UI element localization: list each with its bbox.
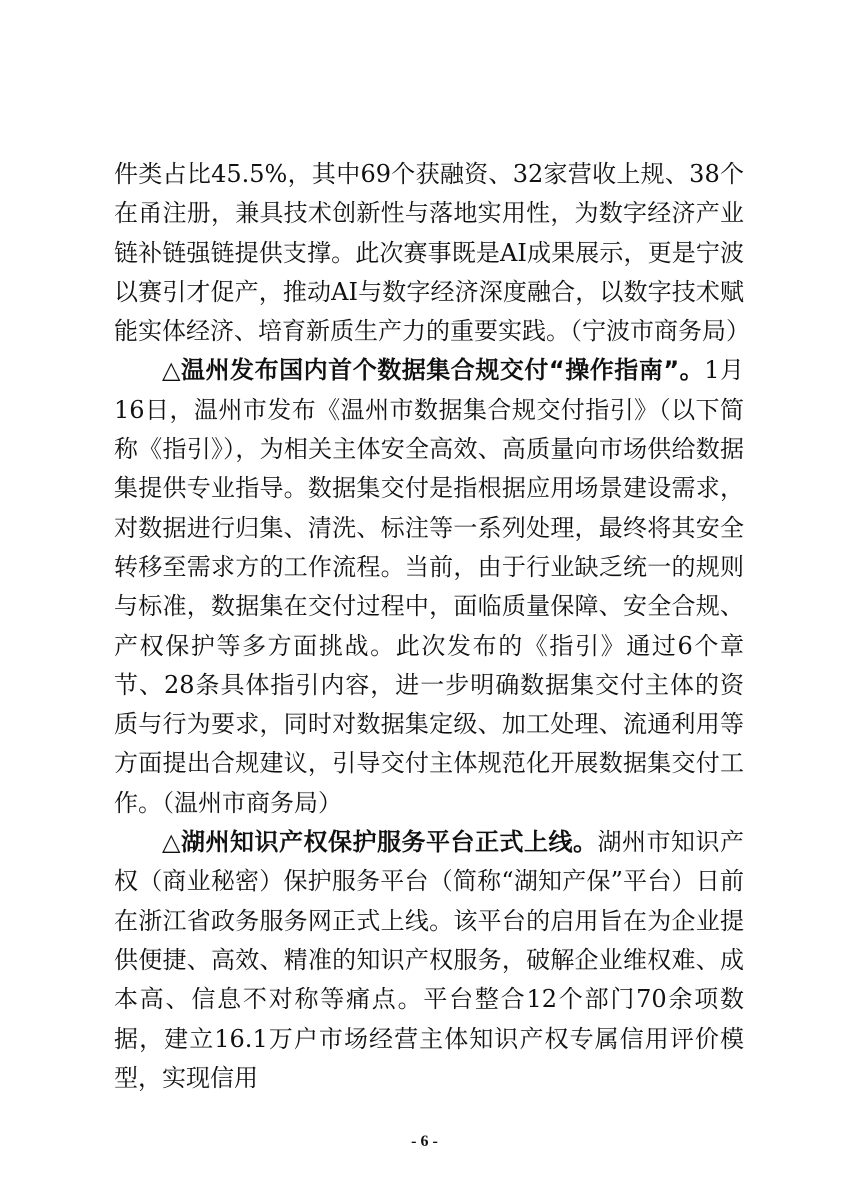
paragraph-text: 件类占比45.5%，其中69个获融资、32家营收上规、38个在甬注册，兼具技术创新性与落地实用性，为数字经济产业链补链强链提供支撑。此次赛事既是AI成果展示，更是宁波以赛引才促产，推动AI与数字经济深度融合，以数字技术赋能实体经济、培育新质生产力的重要实践。（宁波市商务局） [114, 160, 750, 346]
paragraph-headline: △湖州知识产权保护服务平台正式上线。 [162, 828, 598, 857]
paragraph-wenzhou [114, 351, 744, 823]
paragraph-ningbo [114, 155, 750, 351]
paragraph-headline: △温州发布国内首个数据集合规交付“操作指南”。 [162, 356, 705, 385]
document-body [114, 155, 750, 1098]
paragraph-huzhou [114, 823, 744, 1098]
paragraph-text: 湖州市知识产权（商业秘密）保护服务平台（简称“湖知产保”平台）日前在浙江省政务服务网正式上线。该平台的启用旨在为企业提供便捷、高效、精准的知识产权服务，破解企业维权难、成本高、信息不对称等痛点。平台整合12个部门70余项数据，建立16.1万户市场经营主体知识产权专属信用评价模型，实现信用 [114, 828, 744, 1092]
page-number: - 6 - [411, 1133, 438, 1150]
paragraph-text: 1月16日，温州市发布《温州市数据集合规交付指引》（以下简称《指引》），为相关主体安全高效、高质量向市场供给数据集提供专业指导。数据集交付是指根据应用场景建设需求，对数据进行归集、清洗、标注等一系列处理，最终将其安全转移至需求方的工作流程。当前，由于行业缺乏统一的规则与标准，数据集在交付过程中，面临质量保障、安全合规、产权保护等多方面挑战。此次发布的《指引》通过6个章节、28条具体指引内容，进一步明确数据集交付主体的资质与行为要求，同时对数据集定级、加工处理、流通利用等方面提出合规建议，引导交付主体规范化开展数据集交付工作。（温州市商务局） [114, 356, 744, 817]
